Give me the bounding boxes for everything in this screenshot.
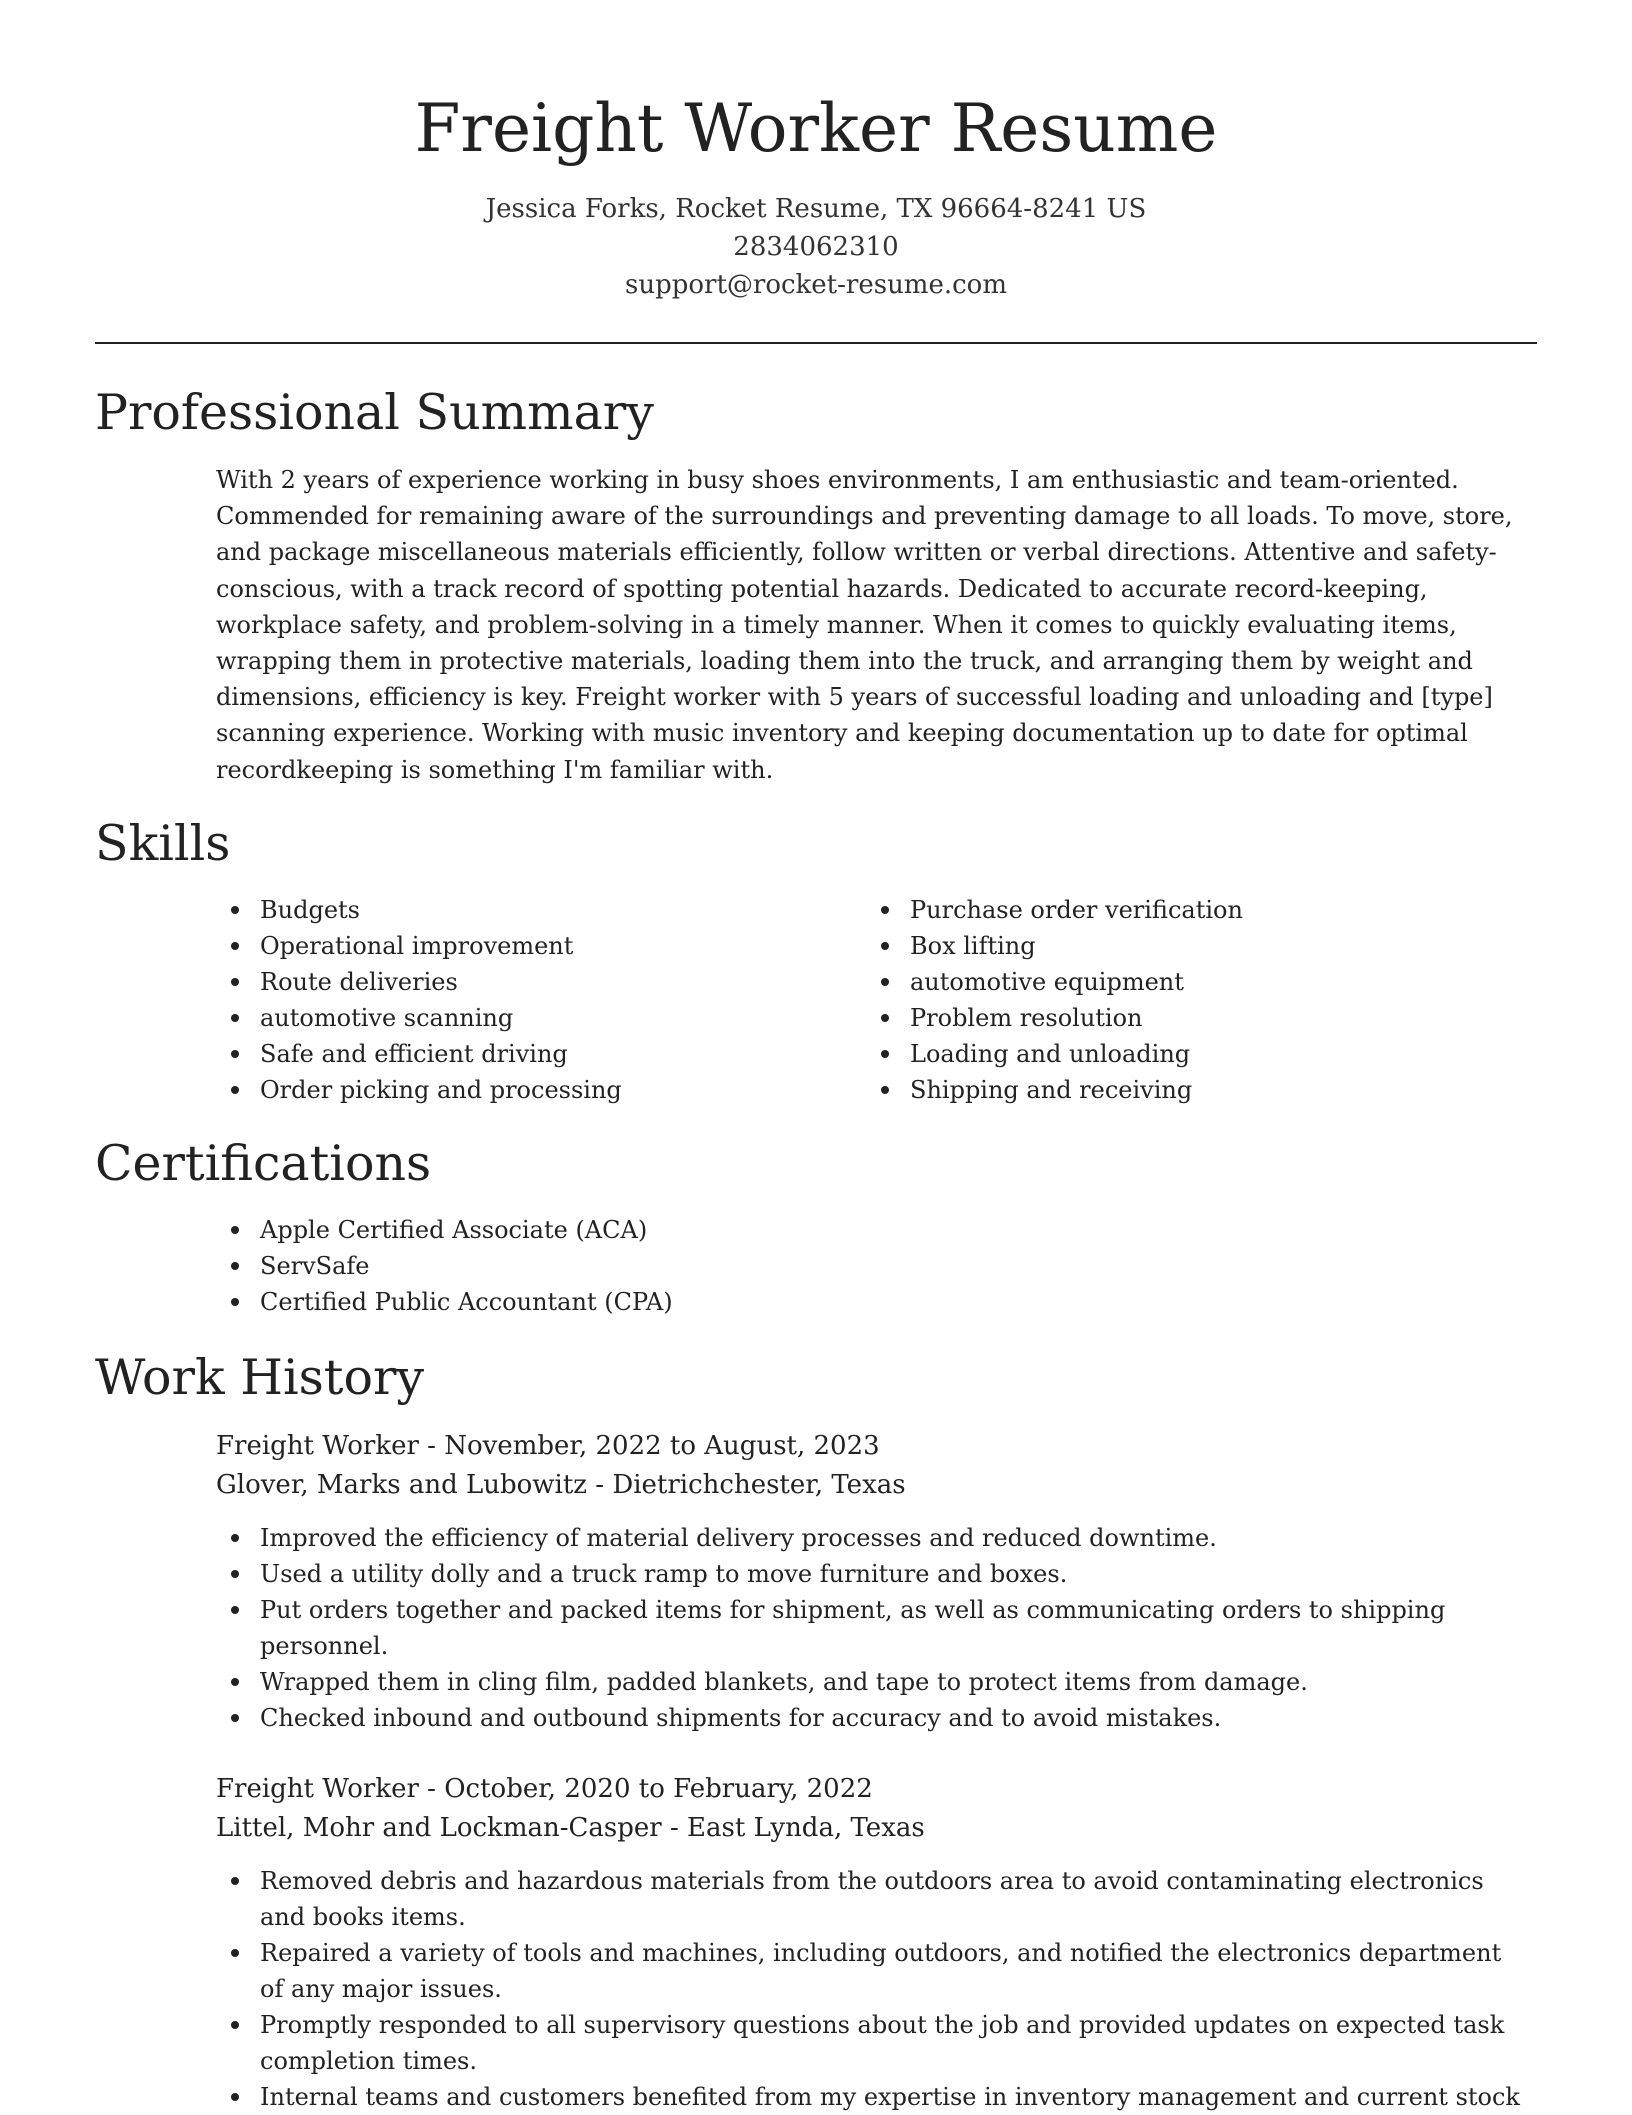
job-dates: October, 2020 to February, 2022 [444, 1774, 873, 1804]
skill-item: Budgets [216, 892, 836, 928]
job-company: Littel, Mohr and Lockman-Casper [216, 1813, 662, 1843]
summary-heading: Professional Summary [95, 384, 654, 441]
skill-item: Operational improvement [216, 928, 836, 964]
skills-heading: Skills [95, 815, 231, 872]
skill-item: automotive equipment [866, 964, 1506, 1000]
job-title-line [216, 1427, 880, 1465]
header-divider [95, 342, 1537, 344]
job-company-line [216, 1809, 925, 1847]
job-duty-item: Internal teams and customers benefited from my expertise in inventory management and current stock [216, 2079, 1526, 2115]
job-duty-item: Improved the efficiency of material delivery processes and reduced downtime. [216, 1520, 1526, 1556]
skill-item: Order picking and processing [216, 1072, 836, 1108]
contact-address: Jessica Forks, Rocket Resume, TX 96664-8241 US [485, 194, 1147, 224]
skills-list-right [866, 892, 1506, 1108]
job-duty-item: Wrapped them in cling film, padded blankets, and tape to protect items from damage. [216, 1664, 1526, 1700]
job-separator: - [669, 1813, 688, 1843]
job-separator: - [427, 1774, 445, 1804]
job-dates: November, 2022 to August, 2023 [444, 1431, 880, 1461]
work-history-heading: Work History [95, 1349, 425, 1406]
certification-item: Apple Certified Associate (ACA) [216, 1212, 1516, 1248]
skill-item: Safe and efficient driving [216, 1036, 836, 1072]
document-title: Freight Worker Resume [414, 90, 1218, 167]
job-duties-list [216, 1520, 1526, 1736]
job-location: Dietrichchester, Texas [612, 1470, 906, 1500]
skill-item: Box lifting [866, 928, 1506, 964]
job-duty-item: Put orders together and packed items for shipment, as well as communicating orders to shipping personnel. [216, 1592, 1526, 1664]
job-title-line [216, 1770, 873, 1808]
job-duty-item: Checked inbound and outbound shipments for accuracy and to avoid mistakes. [216, 1700, 1526, 1736]
job-title: Freight Worker [216, 1774, 419, 1804]
job-duty-item: Repaired a variety of tools and machines, including outdoors, and notified the electronics department of any major issues. [216, 1935, 1526, 2007]
skill-item: Shipping and receiving [866, 1072, 1506, 1108]
contact-block [0, 190, 1632, 304]
skill-item: automotive scanning [216, 1000, 836, 1036]
skill-item: Problem resolution [866, 1000, 1506, 1036]
job-company: Glover, Marks and Lubowitz [216, 1470, 588, 1500]
job-duty-item: Promptly responded to all supervisory questions about the job and provided updates on expected task completion times. [216, 2007, 1526, 2079]
skill-item: Purchase order verification [866, 892, 1506, 928]
certifications-list [216, 1212, 1516, 1320]
job-separator: - [595, 1470, 613, 1500]
contact-phone: 2834062310 [733, 232, 899, 262]
contact-email: support@rocket-resume.com [624, 270, 1007, 300]
job-company-line [216, 1466, 906, 1504]
certification-item: Certified Public Accountant (CPA) [216, 1284, 1516, 1320]
job-location: East Lynda, Texas [687, 1813, 925, 1843]
job-duties-list [216, 1863, 1526, 2115]
job-duty-item: Removed debris and hazardous materials from the outdoors area to avoid contaminating electronics and books items. [216, 1863, 1526, 1935]
skills-list-left [216, 892, 836, 1108]
summary-text: With 2 years of experience working in busy shoes environments, I am enthusiastic and team-oriented. Commended for remaining aware of the surroundings and preventing damage to all loads. To move, store, and package miscellaneous materials efficiently, follow written or verbal directions. Attentive and safety-conscious, with a track record of spotting potential hazards. Dedicated to accurate record-keeping, workplace safety, and problem-solving in a timely manner. When it comes to quickly evaluating items, wrapping them in protective materials, loading them into the truck, and arranging them by weight and dimensions, efficiency is key. Freight worker with 5 years of successful loading and unloading and [type] scanning experience. Working with music inventory and keeping documentation up to date for optimal recordkeeping is something I'm familiar with. [216, 466, 1513, 784]
job-duty-item: Used a utility dolly and a truck ramp to move furniture and boxes. [216, 1556, 1526, 1592]
certifications-heading: Certifications [95, 1135, 432, 1192]
certification-item: ServSafe [216, 1248, 1516, 1284]
skill-item: Route deliveries [216, 964, 836, 1000]
job-separator: - [427, 1431, 445, 1461]
skill-item: Loading and unloading [866, 1036, 1506, 1072]
job-title: Freight Worker [216, 1431, 419, 1461]
